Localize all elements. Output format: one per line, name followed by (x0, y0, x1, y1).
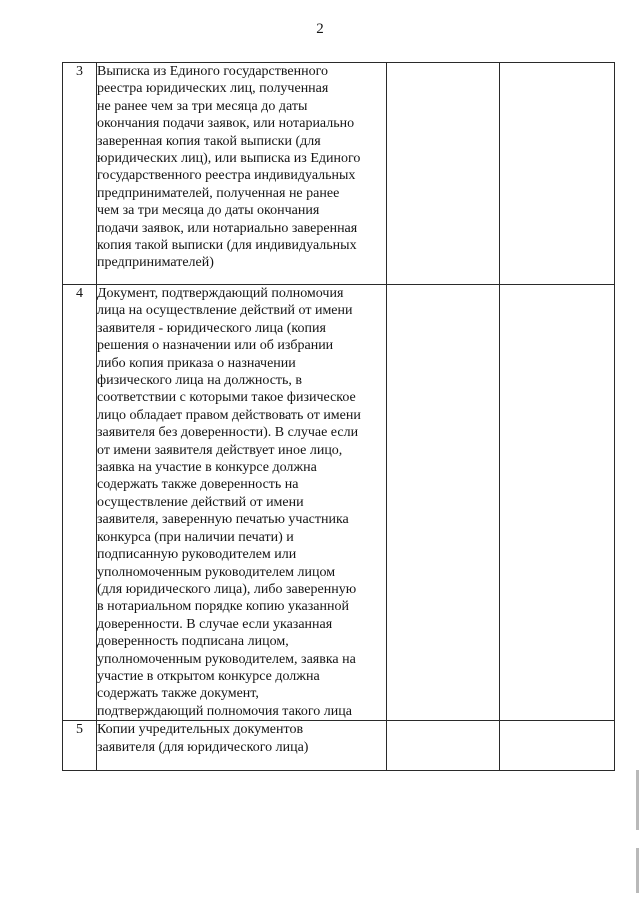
text-line: от имени заявителя действует иное лицо, (97, 442, 343, 458)
text-line: в нотариальном порядке копию указанной (97, 599, 349, 615)
text-line: уполномоченным руководителем лицом (97, 564, 336, 580)
text-line: конкурса (при наличии печати) и (97, 529, 294, 545)
text-line: участие в открытом конкурсе должна (97, 668, 320, 684)
row-number: 5 (63, 721, 97, 771)
text-line: Выписка из Единого государственного (97, 64, 328, 79)
text-line: Документ, подтверждающий полномочия (97, 286, 344, 301)
document-description (97, 63, 387, 285)
table-row (63, 285, 615, 721)
text-line: заявка на участие в конкурсе должна (97, 460, 317, 476)
text-line: Копии учредительных документов (97, 722, 304, 738)
row-number: 4 (63, 285, 97, 721)
empty-cell (500, 721, 615, 771)
text-line: соответствии с которыми такое физическое (97, 390, 356, 406)
text-line: лица на осуществление действий от имени (97, 303, 353, 319)
text-line: (для юридического лица), либо заверенную (97, 581, 357, 597)
text-line: заявителя - юридического лица (копия (97, 320, 326, 336)
page-number: 2 (316, 21, 324, 37)
documents-table (62, 62, 615, 771)
empty-cell (500, 63, 615, 285)
table-row (63, 63, 615, 285)
text-line: заявителя, заверенную печатью участника (97, 512, 349, 528)
text-line: не ранее чем за три месяца до даты (97, 98, 308, 114)
empty-cell (387, 285, 500, 721)
text-line: решения о назначении или об избрании (97, 338, 334, 354)
text-line: государственного реестра индивидуальных (97, 168, 356, 184)
document-description (97, 285, 387, 721)
text-line: доверенности. В случае если указанная (97, 616, 333, 632)
text-line: физического лица на должность, в (97, 373, 303, 389)
text-line: заверенная копия такой выписки (для (97, 133, 321, 149)
text-line: подписанную руководителем или (97, 547, 297, 563)
scan-edge-mark (636, 848, 639, 893)
text-line: предпринимателей) (97, 255, 214, 271)
text-line: содержать также доверенность на (97, 477, 299, 493)
text-line: подтверждающий полномочия такого лица (97, 703, 352, 719)
text-line: реестра юридических лиц, полученная (97, 81, 329, 97)
text-line: либо копия приказа о назначении (97, 355, 296, 371)
empty-cell (500, 285, 615, 721)
text-line: предпринимателей, полученная не ранее (97, 185, 340, 201)
row-number: 3 (63, 63, 97, 285)
text-line: доверенность подписана лицом, (97, 634, 289, 650)
empty-cell (387, 63, 500, 285)
document-description (97, 721, 387, 771)
table-row (63, 721, 615, 771)
text-line: содержать также документ, (97, 686, 259, 702)
text-line: чем за три месяца до даты окончания (97, 203, 320, 219)
text-line: окончания подачи заявок, или нотариально (97, 116, 355, 132)
text-line: заявителя без доверенности). В случае если (97, 425, 359, 441)
text-line: уполномоченным руководителем, заявка на (97, 651, 356, 667)
text-line: юридических лиц), или выписка из Единого (97, 151, 361, 167)
text-line: подачи заявок, или нотариально заверенная (97, 220, 358, 236)
empty-cell (387, 721, 500, 771)
text-line: копия такой выписки (для индивидуальных (97, 238, 357, 254)
text-line: лицо обладает правом действовать от имени (97, 407, 361, 423)
text-line: заявителя (для юридического лица) (97, 739, 309, 755)
scan-edge-mark (636, 770, 639, 830)
text-line: осуществление действий от имени (97, 494, 304, 510)
